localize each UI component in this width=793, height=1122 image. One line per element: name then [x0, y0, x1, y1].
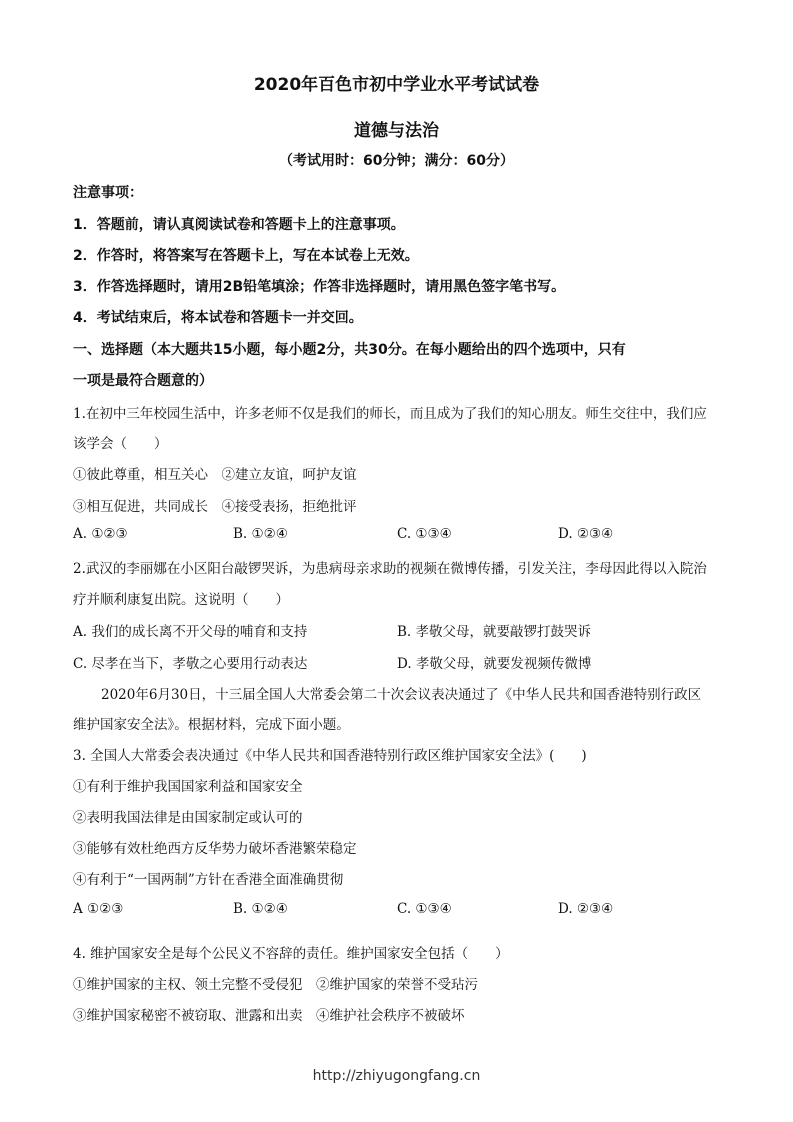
notice-item: 2．作答时，将答案写在答题卡上，写在本试卷上无效。 [73, 248, 419, 264]
q1-statements: ①彼此尊重，相互关心 ②建立友谊，呵护友谊 [73, 467, 357, 483]
section-heading: 一、选择题（本大题共15小题，每小题2分，共30分。在每小题给出的四个选项中，只有 [73, 342, 626, 358]
q1-option-b: B. ①②④ [233, 526, 288, 542]
q1-option-d: D. ②③④ [558, 526, 614, 542]
q3-option-d: D. ②③④ [558, 901, 614, 917]
material-text: 2020年6月30日，十三届全国人大常委会第二十次会议表决通过了《中华人民共和国香港特别行政区 [101, 687, 702, 703]
q3-statement: ②表明我国法律是由国家制定或认可的 [73, 810, 303, 826]
notice-item: 4．考试结束后，将本试卷和答题卡一并交回。 [73, 310, 363, 326]
q3-option-c: C. ①③④ [397, 901, 452, 917]
notice-item: 1．答题前，请认真阅读试卷和答题卡上的注意事项。 [73, 217, 405, 233]
q4-statement: ①维护国家的主权、领土完整不受侵犯 ②维护国家的荣誉不受玷污 [73, 977, 478, 993]
q1-option-c: C. ①③④ [397, 526, 452, 542]
q3-stem: 3. 全国人大常委会表决通过《中华人民共和国香港特别行政区维护国家安全法》( ) [73, 748, 587, 764]
q4-stem: 4. 维护国家安全是每个公民义不容辞的责任。维护国家安全包括（ ） [73, 946, 509, 962]
q1-stem: 1.在初中三年校园生活中，许多老师不仅是我们的师长，而且成为了我们的知心朋友。师生交往中，我们应 [73, 406, 707, 422]
q3-option-a: A ①②③ [73, 901, 124, 917]
q2-option-b: B. 孝敬父母，就要敲锣打鼓哭诉 [397, 624, 592, 640]
q1-option-a: A. ①②③ [73, 526, 128, 542]
q3-option-b: B. ①②④ [233, 901, 288, 917]
material-text-cont: 维护国家安全法》。根据材料，完成下面小题。 [73, 717, 350, 733]
notice-item: 3．作答选择题时，请用2B铅笔填涂；作答非选择题时，请用黑色签字笔书写。 [73, 279, 566, 295]
q1-statements: ③相互促进，共同成长 ④接受表扬，拒绝批评 [73, 499, 357, 515]
q1-stem-cont: 该学会（ ） [73, 436, 168, 452]
section-heading-cont: 一项是最符合题意的） [73, 373, 213, 389]
q3-statement: ③能够有效杜绝西方反华势力破坏香港繁荣稳定 [73, 841, 357, 857]
q2-option-d: D. 孝敬父母，就要发视频传微博 [397, 656, 592, 672]
notice-heading: 注意事项： [73, 185, 143, 201]
subject-title: 道德与法治 [354, 121, 439, 141]
q3-statement: ①有利于维护我国国家利益和国家安全 [73, 779, 303, 795]
exam-info: （考试用时：60分钟；满分：60分） [279, 153, 514, 169]
q2-option-c: C. 尽孝在当下，孝敬之心要用行动表达 [73, 656, 308, 672]
q2-option-a: A. 我们的成长离不开父母的哺育和支持 [73, 624, 308, 640]
footer-url: http://zhiyugongfang.cn [312, 1068, 481, 1084]
q3-statement: ④有利于“一国两制”方针在香港全面准确贯彻 [73, 872, 344, 888]
q2-stem: 2.武汉的李丽娜在小区阳台敲锣哭诉，为患病母亲求助的视频在微博传播，引发关注，李母因此得以入院治 [73, 561, 707, 577]
q2-stem-cont: 疗并顺利康复出院。这说明（ ） [73, 592, 289, 608]
q4-statement: ③维护国家秘密不被窃取、泄露和出卖 ④维护社会秩序不被破坏 [73, 1008, 465, 1024]
exam-title: 2020年百色市初中学业水平考试试卷 [253, 75, 540, 95]
